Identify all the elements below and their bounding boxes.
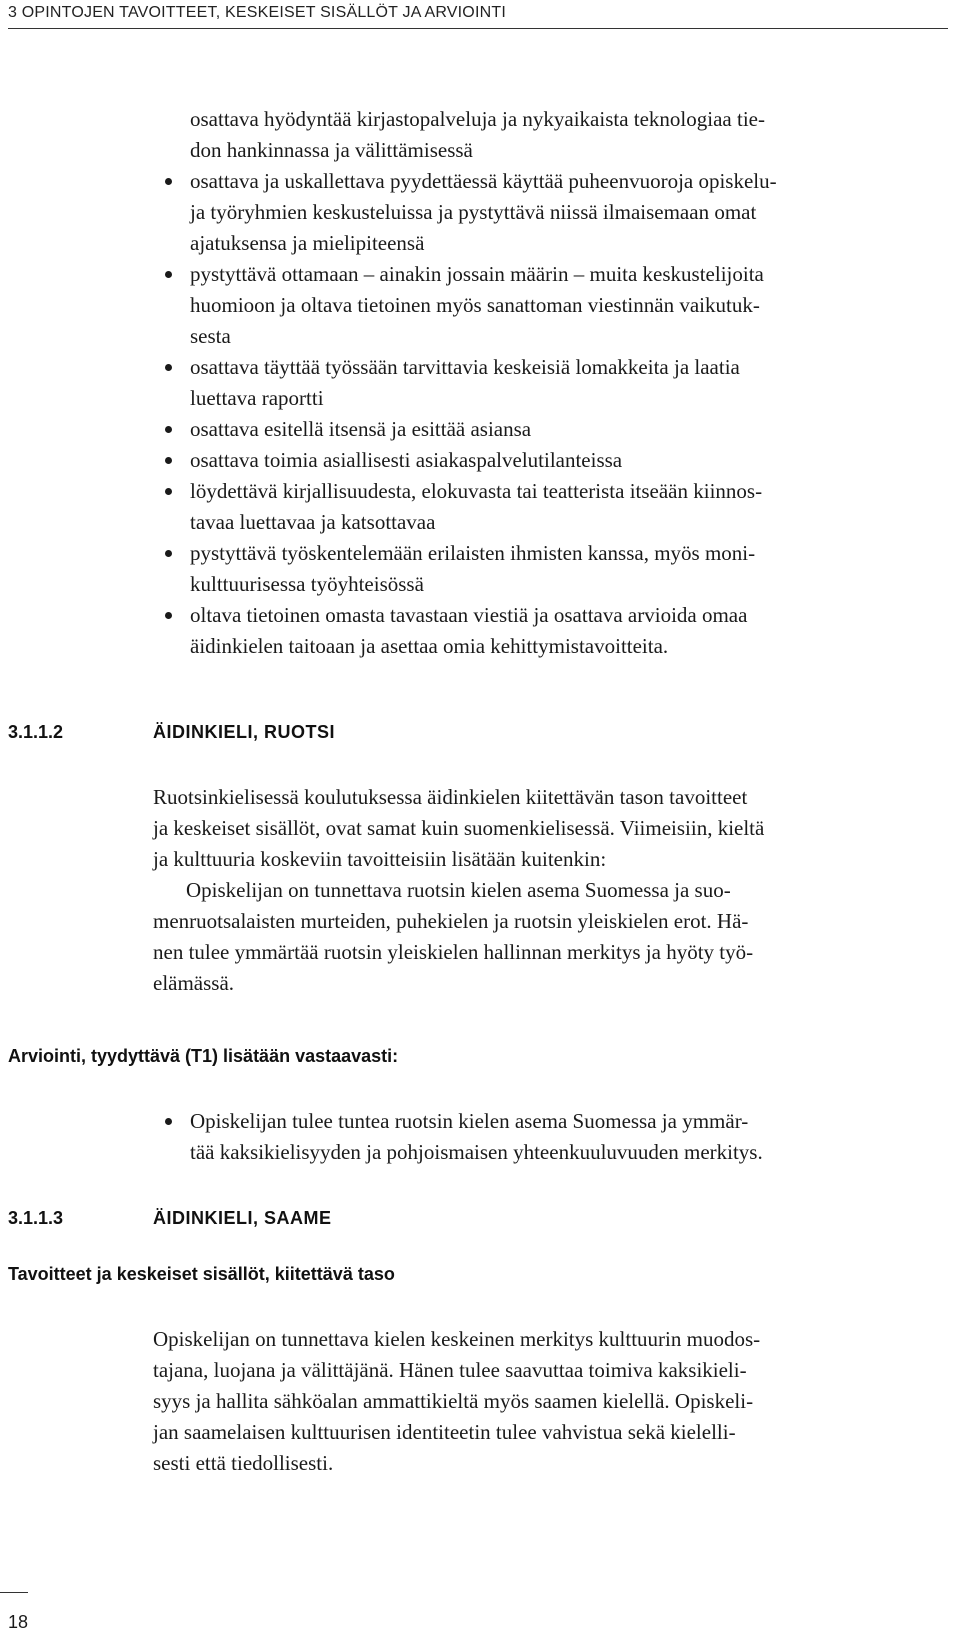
paragraph-line: menruotsalaisten murteiden, puhekielen ja ruotsin yleiskielen erot. Hä- [153,909,749,933]
list-line: osattava täyttää työssään tarvittavia keskeisiä lomakkeita ja laatia [190,352,930,383]
paragraph-line: nen tulee ymmärtää ruotsin yleiskielen hallinnan merkitys ja hyöty työ- [153,940,754,964]
paragraph-line: syys ja hallita sähköalan ammattikieltä myös saamen kielellä. Opiskeli- [153,1389,754,1413]
list-line: osattava toimia asiallisesti asiakaspalvelutilanteissa [190,445,930,476]
list-line: Opiskelijan tulee tuntea ruotsin kielen asema Suomessa ja ymmär- [190,1106,930,1137]
assessment-heading: Arviointi, tyydyttävä (T1) lisätään vastaavasti: [8,1046,399,1066]
list-line: kulttuurisessa työyhteisössä [190,572,424,596]
running-header: 3 OPINTOJEN TAVOITTEET, KESKEISET SISÄLLÖT JA ARVIOINTI [8,4,948,29]
swedish-paragraph [153,782,933,999]
list-line: don hankinnassa ja välittämisessä [190,138,473,162]
paragraph-line: Opiskelijan on tunnettava ruotsin kielen asema Suomessa ja suo- [186,878,731,902]
list-line: osattava esitellä itsensä ja esittää asiansa [190,414,930,445]
list-line: ja työryhmien keskusteluissa ja pystyttävä niissä ilmaisemaan omat [190,200,757,224]
paragraph-line: tajana, luojana ja välittäjänä. Hänen tulee saavuttaa toimiva kaksikieli- [153,1358,747,1382]
section-number-saame: 3.1.1.3 [8,1208,64,1228]
list-line: pystyttävä työskentelemään erilaisten ihmisten kanssa, myös moni- [190,538,930,569]
section-number-swedish: 3.1.1.2 [8,722,64,742]
paragraph-line: elämässä. [153,971,235,995]
objectives-list [190,104,930,662]
paragraph-line: Opiskelijan on tunnettava kielen keskeinen merkitys kulttuurin muodos- [153,1327,761,1351]
footer-rule [0,1592,28,1593]
list-line: tää kaksikielisyyden ja pohjoismaisen yhteenkuuluvuuden merkitys. [190,1140,763,1164]
list-line: osattava hyödyntää kirjastopalveluja ja nykyaikaista teknologiaa tie- [190,107,765,131]
subsection-heading: Tavoitteet ja keskeiset sisällöt, kiitettävä taso [8,1264,395,1284]
list-line: pystyttävä ottamaan – ainakin jossain määrin – muita keskustelijoita [190,259,930,290]
page-number: 18 [8,1612,29,1632]
list-line: oltava tietoinen omasta tavastaan viestiä ja osattava arvioida omaa [190,600,930,631]
paragraph-line: jan saamelaisen kulttuurisen identiteetin tulee vahvistua sekä kielelli- [153,1420,736,1444]
paragraph-line: ja kulttuuria koskeviin tavoitteisiin lisätään kuitenkin: [153,847,607,871]
paragraph-line: sesti että tiedollisesti. [153,1451,334,1475]
section-title-swedish: ÄIDINKIELI, RUOTSI [153,722,336,742]
list-line: huomioon ja oltava tietoinen myös sanattoman viestinnän vaikutuk- [190,293,760,317]
saame-paragraph [153,1324,933,1479]
list-line: ajatuksensa ja mielipiteensä [190,231,425,255]
paragraph-line: Ruotsinkielisessä koulutuksessa äidinkielen kiitettävän tason tavoitteet [153,785,748,809]
list-line: osattava ja uskallettava pyydettäessä käyttää puheenvuoroja opiskelu- [190,166,930,197]
list-line: tavaa luettavaa ja katsottavaa [190,510,436,534]
list-line: äidinkielen taitoaan ja asettaa omia kehittymistavoitteita. [190,634,669,658]
section-title-saame: ÄIDINKIELI, SAAME [153,1208,332,1228]
assessment-list [190,1106,930,1168]
paragraph-line: ja keskeiset sisällöt, ovat samat kuin suomenkielisessä. Viimeisiin, kieltä [153,816,765,840]
list-line: löydettävä kirjallisuudesta, elokuvasta tai teatterista itseään kiinnos- [190,476,930,507]
list-line: luettava raportti [190,386,324,410]
list-line: sesta [190,324,231,348]
